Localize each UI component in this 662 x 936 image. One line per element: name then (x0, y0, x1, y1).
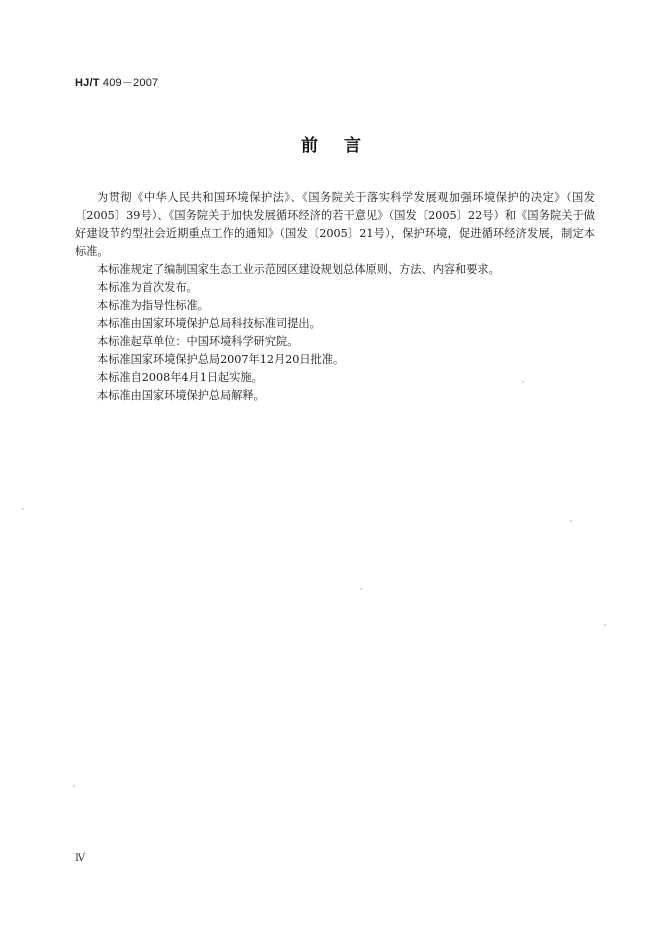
page-number: Ⅳ (75, 853, 85, 864)
paragraph-approval: 本标准国家环境保护总局2007年12月20日批准。 (97, 353, 345, 366)
paragraph-drafting-unit: 本标准起草单位：中国环境科学研究院。 (97, 335, 299, 348)
standard-code-number: 409－2007 (102, 77, 159, 89)
page-title: 前言 (301, 136, 387, 156)
foreword-body (75, 189, 595, 405)
paragraph-effective-date: 本标准自2008年4月1日起实施。 (97, 371, 263, 384)
scan-speck (360, 588, 362, 590)
scan-speck (570, 520, 572, 522)
scan-speck (604, 624, 606, 626)
standard-code (75, 74, 158, 90)
standard-code-prefix: HJ/T (75, 77, 100, 89)
scan-speck (522, 381, 524, 383)
paragraph-guidance: 本标准为指导性标准。 (97, 299, 209, 312)
paragraph-interpretation: 本标准由国家环境保护总局解释。 (97, 389, 265, 402)
scan-speck (73, 785, 75, 787)
paragraph-proposed-by: 本标准由国家环境保护总局科技标准司提出。 (97, 317, 321, 330)
paragraph-purpose: 为贯彻《中华人民共和国环境保护法》、《国务院关于落实科学发展观加强环境保护的决定》（国发〔2005〕39号）、《国务院关于加快发展循环经济的若干意见》（国发〔2005〕22号）和《国务院关于做好建设节约型社会近期重点工作的通知》（国发〔2005〕21号），保护环境，促进循环经济发展，制定本标准。 (75, 191, 595, 258)
paragraph-scope: 本标准规定了编制国家生态工业示范园区建设规划总体原则、方法、内容和要求。 (97, 263, 500, 276)
scan-speck (22, 508, 24, 510)
paragraph-first-release: 本标准为首次发布。 (97, 281, 198, 294)
